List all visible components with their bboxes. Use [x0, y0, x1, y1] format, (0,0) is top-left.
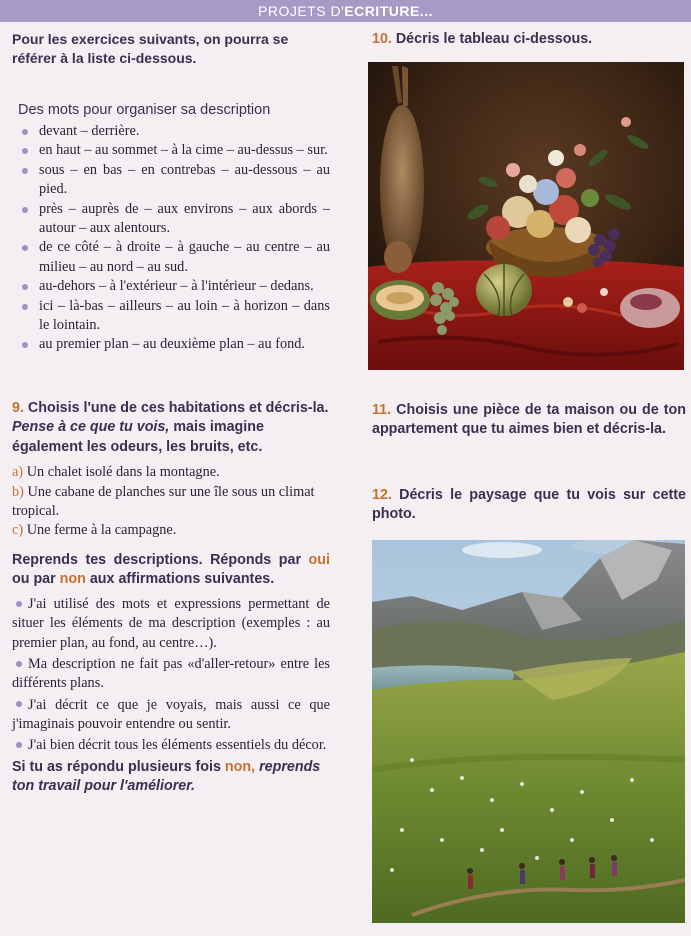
intro-text: Pour les exercices suivants, on pourra se référer à la liste ci-dessous. — [12, 31, 289, 66]
word-list-title: Des mots pour organiser sa description — [18, 102, 271, 118]
bullet-icon — [16, 742, 22, 748]
option-text: Une ferme à la campagne. — [26, 522, 177, 539]
check-text: J'ai utilisé des mots et expressions permettant de situer les éléments de ma description (exemples : au premier plan, au fond, au centre…). — [12, 596, 330, 651]
word-list-item: en haut – au sommet – à la cime – au-dessus – sur. — [22, 141, 330, 160]
exercise-11-text: Choisis une pièce de ta maison ou de ton appartement que tu aimes bien et décris-la. — [372, 402, 686, 438]
still-life-painting-image — [368, 62, 684, 370]
word-list-item: devant – derrière. — [22, 122, 330, 141]
check-text: Ma description ne fait pas «d'aller-retour» entre les différents plans. — [12, 656, 330, 692]
exercise-12-text: Décris le paysage que tu vois sur cette photo. — [372, 487, 686, 523]
exercise-9-italic: Pense à ce que tu vois, — [12, 419, 170, 436]
exercise-9 — [12, 399, 330, 458]
exercise-9-number: 9. — [12, 399, 24, 416]
option-letter: a) — [12, 464, 24, 481]
check-item — [12, 736, 330, 755]
final-text: Si tu as répondu plusieurs fois — [12, 758, 221, 775]
word-list-item: de ce côté – à droite – à gauche – au centre – au milieu – au nord – au sud. — [22, 238, 330, 277]
word-list-item: au premier plan – au deuxième plan – au fond. — [22, 335, 330, 354]
exercise-10 — [372, 30, 688, 49]
option-a — [12, 463, 330, 482]
option-text: Un chalet isolé dans la montagne. — [26, 464, 220, 481]
word-list-item: sous – en bas – en contrebas – au-dessous – au pied. — [22, 161, 330, 200]
still-life-painting-svg — [368, 62, 684, 370]
option-letter: b) — [12, 483, 24, 500]
option-b — [12, 483, 330, 522]
banner-title — [258, 0, 433, 22]
exercise-9-options — [12, 463, 330, 540]
self-check-list — [12, 595, 330, 755]
exercise-11-number: 11. — [372, 402, 392, 418]
option-c — [12, 521, 330, 540]
exercise-9-text2: mais imagine également les odeurs, les bruits, etc. — [12, 419, 264, 455]
banner-title-bold: ECRITURE... — [344, 3, 433, 19]
word-list-item: au-dehors – à l'extérieur – à l'intérieur – dedans. — [22, 277, 330, 296]
word-list-item: près – auprès de – aux environs – aux abords – autour – aux alentours. — [22, 200, 330, 239]
check-item — [12, 655, 330, 694]
reprends-text3: aux affirmations suivantes. — [89, 570, 275, 587]
reprends-text: Reprends tes descriptions. Réponds par — [12, 551, 302, 568]
left-column — [12, 30, 330, 796]
word-list — [12, 122, 330, 355]
self-check-instructions — [12, 551, 330, 590]
banner-title-plain: PROJETS D' — [258, 3, 345, 19]
final-text-italic: reprends ton travail pour l'améliorer. — [12, 758, 321, 794]
exercise-12-number: 12. — [372, 487, 392, 503]
oui-word: oui — [308, 551, 330, 568]
bullet-icon — [16, 661, 22, 667]
check-item — [12, 595, 330, 653]
mountain-landscape-photo — [372, 540, 685, 923]
bullet-icon — [16, 601, 22, 607]
exercise-12 — [372, 486, 686, 525]
exercise-10-text: Décris le tableau ci-dessous. — [395, 31, 593, 47]
reprends-text2: ou par — [12, 570, 56, 587]
exercise-10-number: 10. — [372, 31, 392, 47]
non-word: non — [59, 570, 86, 587]
check-text: J'ai bien décrit tous les éléments essentiels du décor. — [28, 737, 327, 754]
non-word: non, — [224, 758, 256, 775]
option-letter: c) — [12, 522, 24, 539]
word-list-item: ici – là-bas – ailleurs – au loin – à horizon – dans le lointain. — [22, 297, 330, 336]
check-item — [12, 696, 330, 735]
exercise-9-text: Choisis l'une de ces habitations et décris-la. — [27, 399, 329, 416]
header-banner — [0, 0, 691, 22]
bullet-icon — [16, 701, 22, 707]
final-instruction — [12, 758, 330, 797]
right-column — [372, 30, 688, 49]
exercise-11 — [372, 401, 686, 440]
mountain-landscape-svg — [372, 540, 685, 923]
check-text: J'ai décrit ce que je voyais, mais aussi ce que j'imaginais pouvoir entendre ou sentir. — [12, 696, 330, 732]
option-text: Une cabane de planches sur une île sous un climat tropical. — [12, 483, 315, 519]
